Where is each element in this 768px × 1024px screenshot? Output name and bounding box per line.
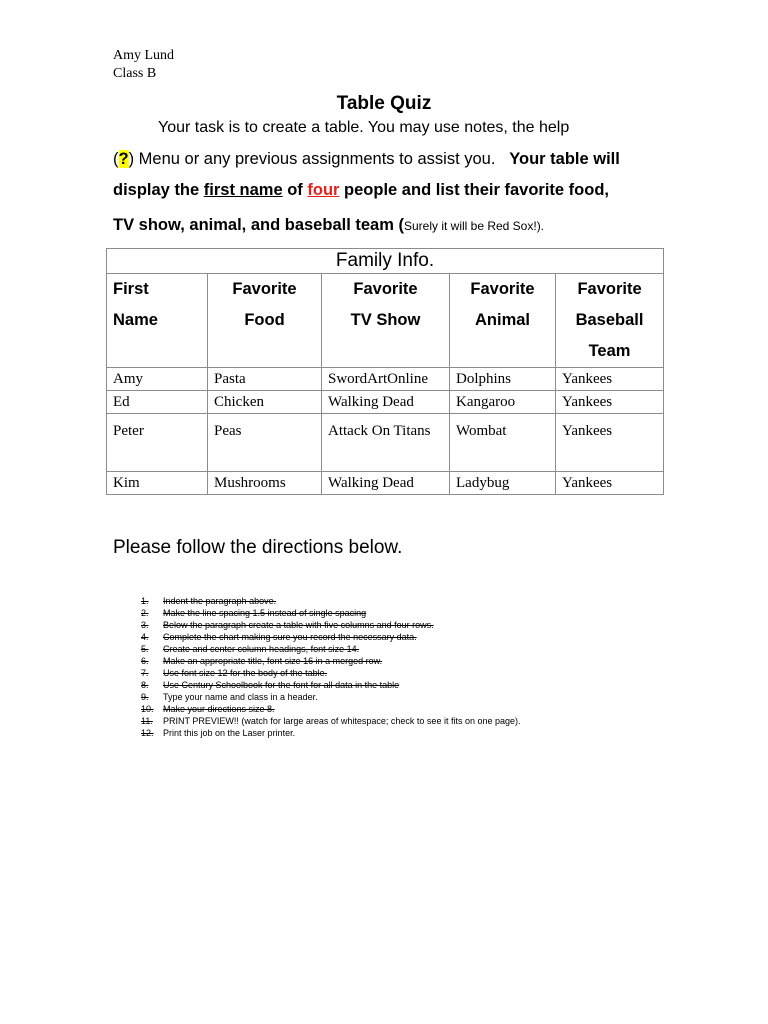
table-cell: Yankees (556, 414, 664, 472)
direction-number: 7. (141, 668, 149, 678)
line4-bold: TV show, animal, and baseball team ( (113, 216, 404, 234)
direction-number: 5. (141, 644, 149, 654)
table-cell: Ladybug (450, 472, 556, 495)
direction-number: 6. (141, 656, 149, 666)
direction-item (141, 679, 521, 691)
column-header-favorite-baseball-team: Favorite Baseball Team (556, 274, 664, 368)
direction-text: Make an appropriate title, font size 16 in a merged row. (163, 656, 383, 666)
paragraph-line-4 (113, 215, 544, 236)
document-header (113, 47, 174, 82)
direction-item (141, 595, 521, 607)
direction-text: Type your name and class in a header. (163, 692, 318, 702)
direction-text: Indent the paragraph above. (163, 596, 277, 606)
paragraph-line-2-text: ) Menu or any previous assignments to assist you. (128, 150, 496, 168)
family-info-table (106, 248, 664, 495)
table-cell: Yankees (556, 472, 664, 495)
direction-text: Use Century Schoolbook for the font for all data in the table (163, 680, 400, 690)
help-question-icon: ? (118, 150, 129, 168)
table-row (107, 472, 664, 495)
table-row (107, 414, 664, 472)
direction-item (141, 667, 521, 679)
direction-item (141, 631, 521, 643)
table-cell: Ed (107, 391, 208, 414)
direction-item (141, 727, 521, 739)
direction-number: 1. (141, 596, 149, 606)
direction-text: Below the paragraph create a table with five columns and four rows. (163, 620, 434, 630)
paragraph-line-2 (113, 149, 620, 169)
author-name: Amy Lund (113, 48, 175, 63)
direction-item (141, 715, 521, 727)
direction-item (141, 703, 521, 715)
direction-text: Complete the chart making sure you record the necessary data. (163, 632, 417, 642)
direction-text: Make the line spacing 1.5 instead of single spacing (163, 608, 367, 618)
direction-item (141, 643, 521, 655)
direction-number: 11. (141, 716, 153, 726)
direction-number: 4. (141, 632, 149, 642)
table-cell: SwordArtOnline (322, 368, 450, 391)
directions-heading: Please follow the directions below. (113, 537, 403, 558)
table-cell: Attack On Titans (322, 414, 450, 472)
table-cell: Dolphins (450, 368, 556, 391)
direction-number: 8. (141, 680, 149, 690)
line3-a: display the (113, 181, 204, 199)
direction-item (141, 607, 521, 619)
column-header-favorite-food: Favorite Food (208, 274, 322, 368)
table-cell: Wombat (450, 414, 556, 472)
directions-list (141, 595, 521, 739)
line4-small: Surely it will be Red Sox!). (403, 219, 545, 233)
first-name-underlined: first name (203, 181, 283, 199)
open-paren: ( (113, 150, 119, 168)
column-header-first-name: First Name (107, 274, 208, 368)
direction-text: Use font size 12 for the body of the table. (163, 668, 328, 678)
table-cell: Yankees (556, 391, 664, 414)
table-cell: Yankees (556, 368, 664, 391)
four-highlighted: four (307, 181, 340, 199)
direction-number: 2. (141, 608, 149, 618)
column-header-favorite-animal: Favorite Animal (450, 274, 556, 368)
paragraph-line-2-bold: Your table will (509, 150, 620, 168)
table-title: Family Info. (107, 249, 664, 274)
direction-item (141, 619, 521, 631)
paragraph-line-3 (113, 180, 609, 200)
direction-number: 12. (141, 728, 154, 738)
table-cell: Amy (107, 368, 208, 391)
direction-text: Print this job on the Laser printer. (163, 728, 296, 738)
table-cell: Walking Dead (322, 391, 450, 414)
column-header-favorite-tv-show: Favorite TV Show (322, 274, 450, 368)
direction-item (141, 655, 521, 667)
table-row (107, 368, 664, 391)
direction-number: 9. (141, 692, 149, 702)
table-cell: Pasta (208, 368, 322, 391)
table-cell: Kim (107, 472, 208, 495)
direction-number: 10. (141, 704, 154, 714)
line3-of: of (282, 181, 308, 199)
direction-item (141, 691, 521, 703)
table-cell: Peter (107, 414, 208, 472)
direction-text: Make your directions size 8. (163, 704, 275, 714)
class-label: Class B (113, 65, 157, 81)
direction-number: 3. (141, 620, 149, 630)
table-row (107, 391, 664, 414)
page-title: Table Quiz (336, 93, 432, 114)
direction-text: Create and center column headings, font size 14. (163, 644, 360, 654)
table-cell: Walking Dead (322, 472, 450, 495)
table-cell: Peas (208, 414, 322, 472)
direction-text: PRINT PREVIEW!! (watch for large areas of whitespace; check to see it fits on one page). (163, 716, 521, 726)
table-cell: Mushrooms (208, 472, 322, 495)
line3-b: people and list their favorite food, (339, 181, 609, 199)
table-cell: Kangaroo (450, 391, 556, 414)
paragraph-line-1: Your task is to create a table. You may use notes, the help (158, 119, 570, 136)
table-cell: Chicken (208, 391, 322, 414)
